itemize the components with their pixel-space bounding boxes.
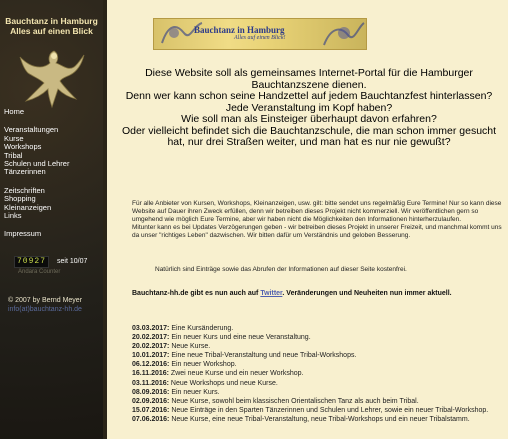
- news-date: 08.09.2016:: [132, 388, 170, 396]
- main-content: [107, 0, 508, 439]
- copyright-text: © 2007 by Bernd Meyer: [8, 297, 83, 304]
- news-date: 06.12.2016:: [132, 361, 170, 369]
- menu-group-misc: [4, 187, 102, 221]
- news-date: 15.07.2016:: [132, 406, 170, 414]
- sidebar-item-zeitschriften[interactable]: Zeitschriften: [4, 185, 45, 195]
- news-text: Ein neuer Kurs.: [169, 388, 220, 396]
- twitter-line: [132, 290, 502, 297]
- news-date: 02.09.2016:: [132, 397, 170, 405]
- sidebar-item-home[interactable]: Home: [4, 107, 25, 116]
- menu-group-impressum: [4, 230, 102, 238]
- news-text: Neue Kurse, eine neue Tribal-Veranstaltung, neue Tribal-Workshops und ein neuer Tribalstamm.: [169, 415, 470, 423]
- twitter-suffix: . Veränderungen und Neuheiten nun immer aktuell.: [282, 290, 452, 297]
- news-item: [132, 324, 502, 333]
- sidebar: [0, 0, 103, 439]
- intro-line: Diese Website soll als gemeinsames Internet-Portal für die Hamburger Bauchtanzszene dienen.: [145, 67, 473, 91]
- sidebar-menu: [4, 108, 102, 249]
- banner-subtitle: Alles auf einen Blick!: [234, 35, 286, 41]
- news-text: Neue Workshops und neue Kurse.: [168, 379, 278, 387]
- news-date: 07.06.2016:: [132, 415, 170, 423]
- menu-group-home: [4, 108, 102, 116]
- sidebar-item-links[interactable]: Links: [4, 211, 22, 221]
- sidebar-item-schulen-und-lehrer[interactable]: Schulen und Lehrer: [4, 159, 70, 169]
- news-text: Neue Einträge in den Sparten Tänzerinnen und Schulen und Lehrer, sowie ein neuer Tribal-Workshop.: [169, 406, 489, 414]
- sidebar-item-taenzerinnen[interactable]: Tänzerinnen: [4, 167, 46, 177]
- sidebar-item-workshops[interactable]: Workshops: [4, 142, 42, 152]
- menu-group-events: [4, 126, 102, 176]
- news-text: Eine Kursänderung.: [169, 325, 234, 332]
- news-date: 10.01.2017:: [132, 352, 170, 360]
- sidebar-item-kleinanzeigen[interactable]: Kleinanzeigen: [4, 202, 52, 212]
- news-text: Zwei neue Kurse und ein neuer Workshop.: [168, 370, 304, 378]
- news-list: [132, 324, 502, 424]
- news-item: [132, 351, 502, 360]
- intro-line: Wie soll man als Einsteiger überhaupt davon erfahren?: [181, 113, 437, 125]
- sidebar-item-veranstaltungen[interactable]: Veranstaltungen: [4, 125, 59, 135]
- news-item: [132, 415, 502, 424]
- news-text: Ein neuer Workshop.: [169, 361, 237, 369]
- news-date: 20.02.2017:: [132, 334, 170, 342]
- banner-title: Bauchtanz in Hamburg: [194, 25, 285, 35]
- twitter-prefix: Bauchtanz-hh.de gibt es nun auch auf: [132, 290, 261, 297]
- copyright: [8, 296, 82, 314]
- news-date: 16.11.2016:: [132, 370, 169, 378]
- intro-line: Jede Veranstaltung im Kopf haben?: [225, 101, 393, 114]
- header-banner: [153, 18, 367, 50]
- dancer-logo-icon: [18, 45, 90, 109]
- site-title-line2: Alles auf einen Blick: [10, 26, 93, 36]
- news-item: [132, 360, 502, 369]
- news-item: [132, 342, 502, 351]
- news-item: [132, 406, 502, 415]
- news-text: Neue Kurse.: [169, 343, 211, 351]
- news-text: Eine neue Tribal-Veranstaltung und neue Tribal-Workshops.: [169, 352, 357, 360]
- twitter-link[interactable]: Twitter: [260, 290, 283, 297]
- sidebar-item-shopping[interactable]: Shopping: [4, 194, 36, 204]
- site-title-line1: Bauchtanz in Hamburg: [5, 16, 98, 26]
- info-paragraphs: [132, 200, 502, 240]
- sidebar-item-kurse[interactable]: Kurse: [4, 133, 24, 143]
- email-address: info(at)bauchtanz-hh.de: [8, 306, 82, 313]
- news-text: Ein neuer Kurs und eine neue Veranstaltung.: [169, 334, 311, 342]
- intro-line: Denn wer kann schon seine Handzettel auf jedem Bauchtanzfest hinterlassen?: [125, 90, 493, 102]
- news-date: 03.03.2017:: [132, 325, 170, 332]
- visitor-counter: 70927: [14, 256, 49, 268]
- counter-caption[interactable]: Andara Counter: [18, 269, 61, 275]
- news-item: [132, 369, 502, 378]
- info-paragraph: Mitunter kann es bei Updates Verzögerungen geben - wir betreiben dieses Projekt in unserer Freizeit, und manchmal kommt uns da unser "richtiges Leben" dazwischen. Wir bitten dafür um Verständnis und geloben Besserung.: [132, 224, 502, 239]
- news-item: [132, 397, 502, 406]
- news-date: 03.11.2016:: [132, 379, 169, 387]
- news-date: 20.02.2017:: [132, 343, 170, 351]
- sidebar-item-tribal[interactable]: Tribal: [4, 150, 23, 160]
- news-text: Neue Kurse, sowohl beim klassischen Orientalischen Tanz als auch beim Tribal.: [169, 397, 419, 405]
- news-item: [132, 379, 502, 388]
- counter-since: seit 10/07: [57, 258, 88, 265]
- news-item: [132, 388, 502, 397]
- intro-text: [119, 68, 499, 149]
- sidebar-item-impressum[interactable]: Impressum: [4, 229, 42, 239]
- info-paragraph: Für alle Anbieter von Kursen, Workshops, Kleinanzeigen, usw. gilt: bitte sendet uns regelmäßig Eure Termine! Nur so kann diese Website auf Dauer ihren Zweck erfüllen, denn wir betreiben dieses Projekt nicht kommerziell. Wir veröffentlichen gern so umgehend wie möglich Eure Termine, aber wir haben nicht die Möglichkeiten den Informationen hinterherzulaufen.: [132, 200, 502, 223]
- news-item: [132, 333, 502, 342]
- intro-line: Oder vielleicht befindet sich die Bauchtanzschule, die man schon immer gesucht hat, nur drei Straßen weiter, und man hat es nur nie gewußt?: [121, 124, 497, 148]
- site-title: [0, 16, 103, 36]
- free-note: Natürlich sind Einträge sowie das Abrufen der Informationen auf dieser Seite kostenfrei.: [155, 266, 407, 273]
